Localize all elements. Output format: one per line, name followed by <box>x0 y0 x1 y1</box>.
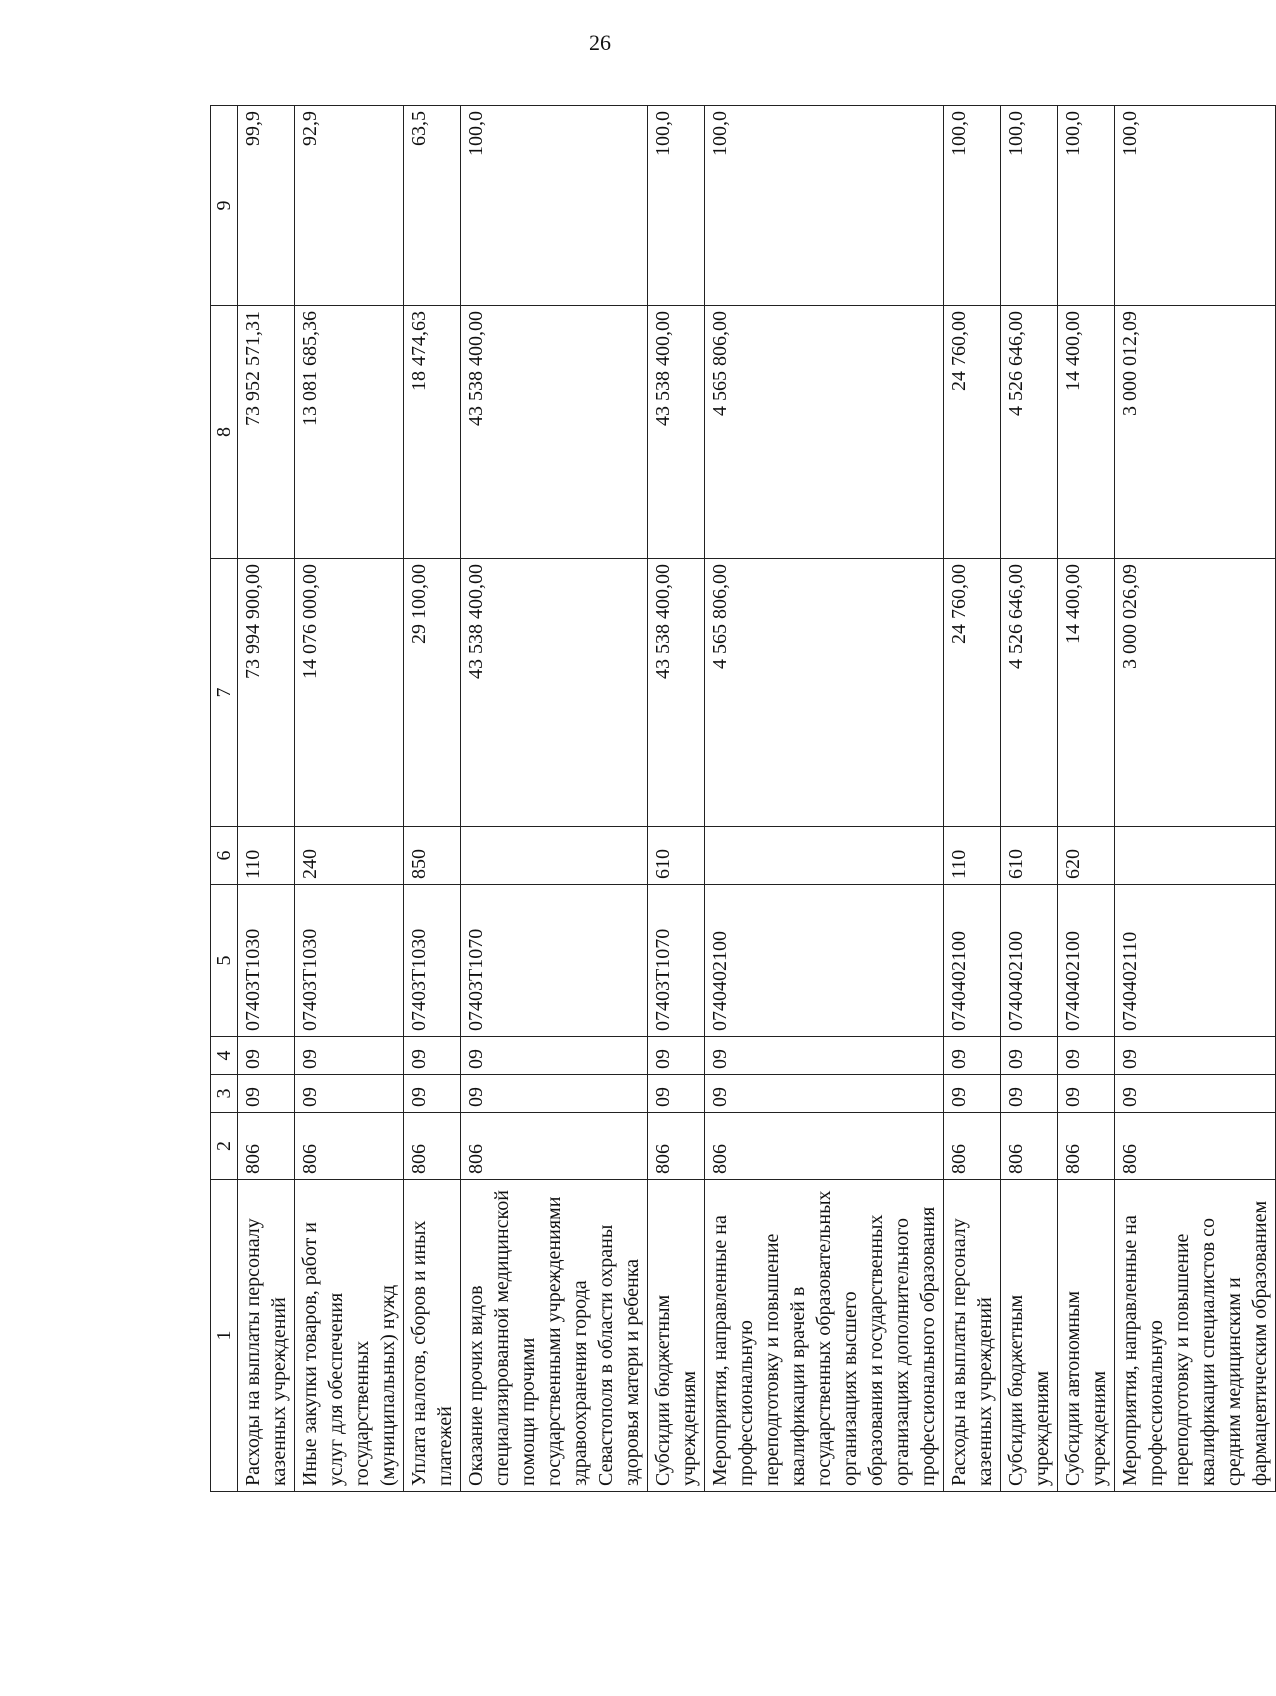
expense-type-code: 620 <box>1058 827 1115 885</box>
planned-amount: 14 400,00 <box>1058 559 1115 827</box>
subsection-code: 09 <box>238 1037 295 1075</box>
header-row <box>211 106 238 1492</box>
table-row <box>1001 106 1058 1492</box>
section-code: 09 <box>1058 1075 1115 1113</box>
target-article-code: 0740402100 <box>1001 885 1058 1037</box>
ministry-code: 806 <box>404 1113 461 1180</box>
table-row <box>1115 106 1276 1492</box>
expense-type-code: 110 <box>238 827 295 885</box>
ministry-code: 806 <box>705 1113 944 1180</box>
header-cell: 2 <box>211 1113 238 1180</box>
execution-percent: 92,9 <box>295 106 404 306</box>
budget-table <box>210 105 1276 1492</box>
table-row <box>944 106 1001 1492</box>
header-cell: 1 <box>211 1180 238 1492</box>
header-cell: 9 <box>211 106 238 306</box>
row-name: Субсидии бюджетным учреждениям <box>1001 1180 1058 1492</box>
section-code: 09 <box>705 1075 944 1113</box>
header-cell: 3 <box>211 1075 238 1113</box>
table-row <box>238 106 295 1492</box>
planned-amount: 29 100,00 <box>404 559 461 827</box>
execution-percent: 100,0 <box>705 106 944 306</box>
target-article-code: 07403Т1030 <box>404 885 461 1037</box>
execution-percent: 100,0 <box>1058 106 1115 306</box>
execution-percent: 63,5 <box>404 106 461 306</box>
section-code: 09 <box>238 1075 295 1113</box>
execution-percent: 99,9 <box>238 106 295 306</box>
planned-amount: 14 076 000,00 <box>295 559 404 827</box>
page-number: 26 <box>589 30 611 55</box>
subsection-code: 09 <box>1058 1037 1115 1075</box>
target-article-code: 07403Т1070 <box>461 885 648 1037</box>
actual-amount: 14 400,00 <box>1058 306 1115 559</box>
row-name: Оказание прочих видов специализированной медицинской помощи прочими государственными учреждениями здравоохранения города Севастополя в области охраны здоровья матери и ребенка <box>461 1180 648 1492</box>
row-name: Субсидии бюджетным учреждениям <box>648 1180 705 1492</box>
row-name: Субсидии автономным учреждениям <box>1058 1180 1115 1492</box>
header-cell: 7 <box>211 559 238 827</box>
expense-type-code <box>705 827 944 885</box>
actual-amount: 73 952 571,31 <box>238 306 295 559</box>
subsection-code: 09 <box>404 1037 461 1075</box>
ministry-code: 806 <box>295 1113 404 1180</box>
expense-type-code: 610 <box>1001 827 1058 885</box>
subsection-code: 09 <box>944 1037 1001 1075</box>
section-code: 09 <box>404 1075 461 1113</box>
target-article-code: 0740402100 <box>944 885 1001 1037</box>
execution-percent: 100,0 <box>1001 106 1058 306</box>
expense-type-code: 850 <box>404 827 461 885</box>
row-name: Иные закупки товаров, работ и услуг для обеспечения государственных (муниципальных) нужд <box>295 1180 404 1492</box>
execution-percent: 100,0 <box>944 106 1001 306</box>
section-code: 09 <box>1001 1075 1058 1113</box>
header-cell: 8 <box>211 306 238 559</box>
execution-percent: 100,0 <box>1115 106 1276 306</box>
ministry-code: 806 <box>648 1113 705 1180</box>
subsection-code: 09 <box>1115 1037 1276 1075</box>
section-code: 09 <box>461 1075 648 1113</box>
header-cell: 6 <box>211 827 238 885</box>
planned-amount: 4 565 806,00 <box>705 559 944 827</box>
section-code: 09 <box>944 1075 1001 1113</box>
expense-type-code <box>461 827 648 885</box>
subsection-code: 09 <box>1001 1037 1058 1075</box>
actual-amount: 4 526 646,00 <box>1001 306 1058 559</box>
table-row <box>404 106 461 1492</box>
header-cell: 4 <box>211 1037 238 1075</box>
ministry-code: 806 <box>238 1113 295 1180</box>
ministry-code: 806 <box>1115 1113 1276 1180</box>
row-name: Уплата налогов, сборов и иных платежей <box>404 1180 461 1492</box>
section-code: 09 <box>295 1075 404 1113</box>
row-name: Мероприятия, направленные на профессиональную переподготовку и повышение квалификации специалистов со средним медицинским и фармацевтическим образованием <box>1115 1180 1276 1492</box>
expense-type-code: 240 <box>295 827 404 885</box>
planned-amount: 4 526 646,00 <box>1001 559 1058 827</box>
table-row <box>295 106 404 1492</box>
actual-amount: 18 474,63 <box>404 306 461 559</box>
section-code: 09 <box>648 1075 705 1113</box>
target-article-code: 07403Т1030 <box>295 885 404 1037</box>
actual-amount: 4 565 806,00 <box>705 306 944 559</box>
execution-percent: 100,0 <box>648 106 705 306</box>
actual-amount: 24 760,00 <box>944 306 1001 559</box>
planned-amount: 43 538 400,00 <box>648 559 705 827</box>
planned-amount: 43 538 400,00 <box>461 559 648 827</box>
actual-amount: 3 000 012,09 <box>1115 306 1276 559</box>
rotated-table-frame <box>210 106 1271 1492</box>
actual-amount: 43 538 400,00 <box>461 306 648 559</box>
actual-amount: 13 081 685,36 <box>295 306 404 559</box>
row-name: Расходы на выплаты персоналу казенных учреждений <box>944 1180 1001 1492</box>
expense-type-code <box>1115 827 1276 885</box>
expense-type-code: 610 <box>648 827 705 885</box>
table-row <box>705 106 944 1492</box>
subsection-code: 09 <box>705 1037 944 1075</box>
planned-amount: 3 000 026,09 <box>1115 559 1276 827</box>
subsection-code: 09 <box>461 1037 648 1075</box>
header-cell: 5 <box>211 885 238 1037</box>
target-article-code: 0740402100 <box>705 885 944 1037</box>
expense-type-code: 110 <box>944 827 1001 885</box>
subsection-code: 09 <box>648 1037 705 1075</box>
actual-amount: 43 538 400,00 <box>648 306 705 559</box>
target-article-code: 07403Т1030 <box>238 885 295 1037</box>
planned-amount: 24 760,00 <box>944 559 1001 827</box>
ministry-code: 806 <box>1058 1113 1115 1180</box>
execution-percent: 100,0 <box>461 106 648 306</box>
target-article-code: 0740402110 <box>1115 885 1276 1037</box>
table-row <box>648 106 705 1492</box>
section-code: 09 <box>1115 1075 1276 1113</box>
planned-amount: 73 994 900,00 <box>238 559 295 827</box>
ministry-code: 806 <box>944 1113 1001 1180</box>
table-row <box>461 106 648 1492</box>
table-container <box>210 106 1271 1492</box>
target-article-code: 07403Т1070 <box>648 885 705 1037</box>
table-row <box>1058 106 1115 1492</box>
ministry-code: 806 <box>461 1113 648 1180</box>
row-name: Расходы на выплаты персоналу казенных учреждений <box>238 1180 295 1492</box>
subsection-code: 09 <box>295 1037 404 1075</box>
row-name: Мероприятия, направленные на профессиональную переподготовку и повышение квалификации врачей в государственных образовательных организациях высшего образования и государственных организациях дополнительного профессионального образования <box>705 1180 944 1492</box>
target-article-code: 0740402100 <box>1058 885 1115 1037</box>
ministry-code: 806 <box>1001 1113 1058 1180</box>
